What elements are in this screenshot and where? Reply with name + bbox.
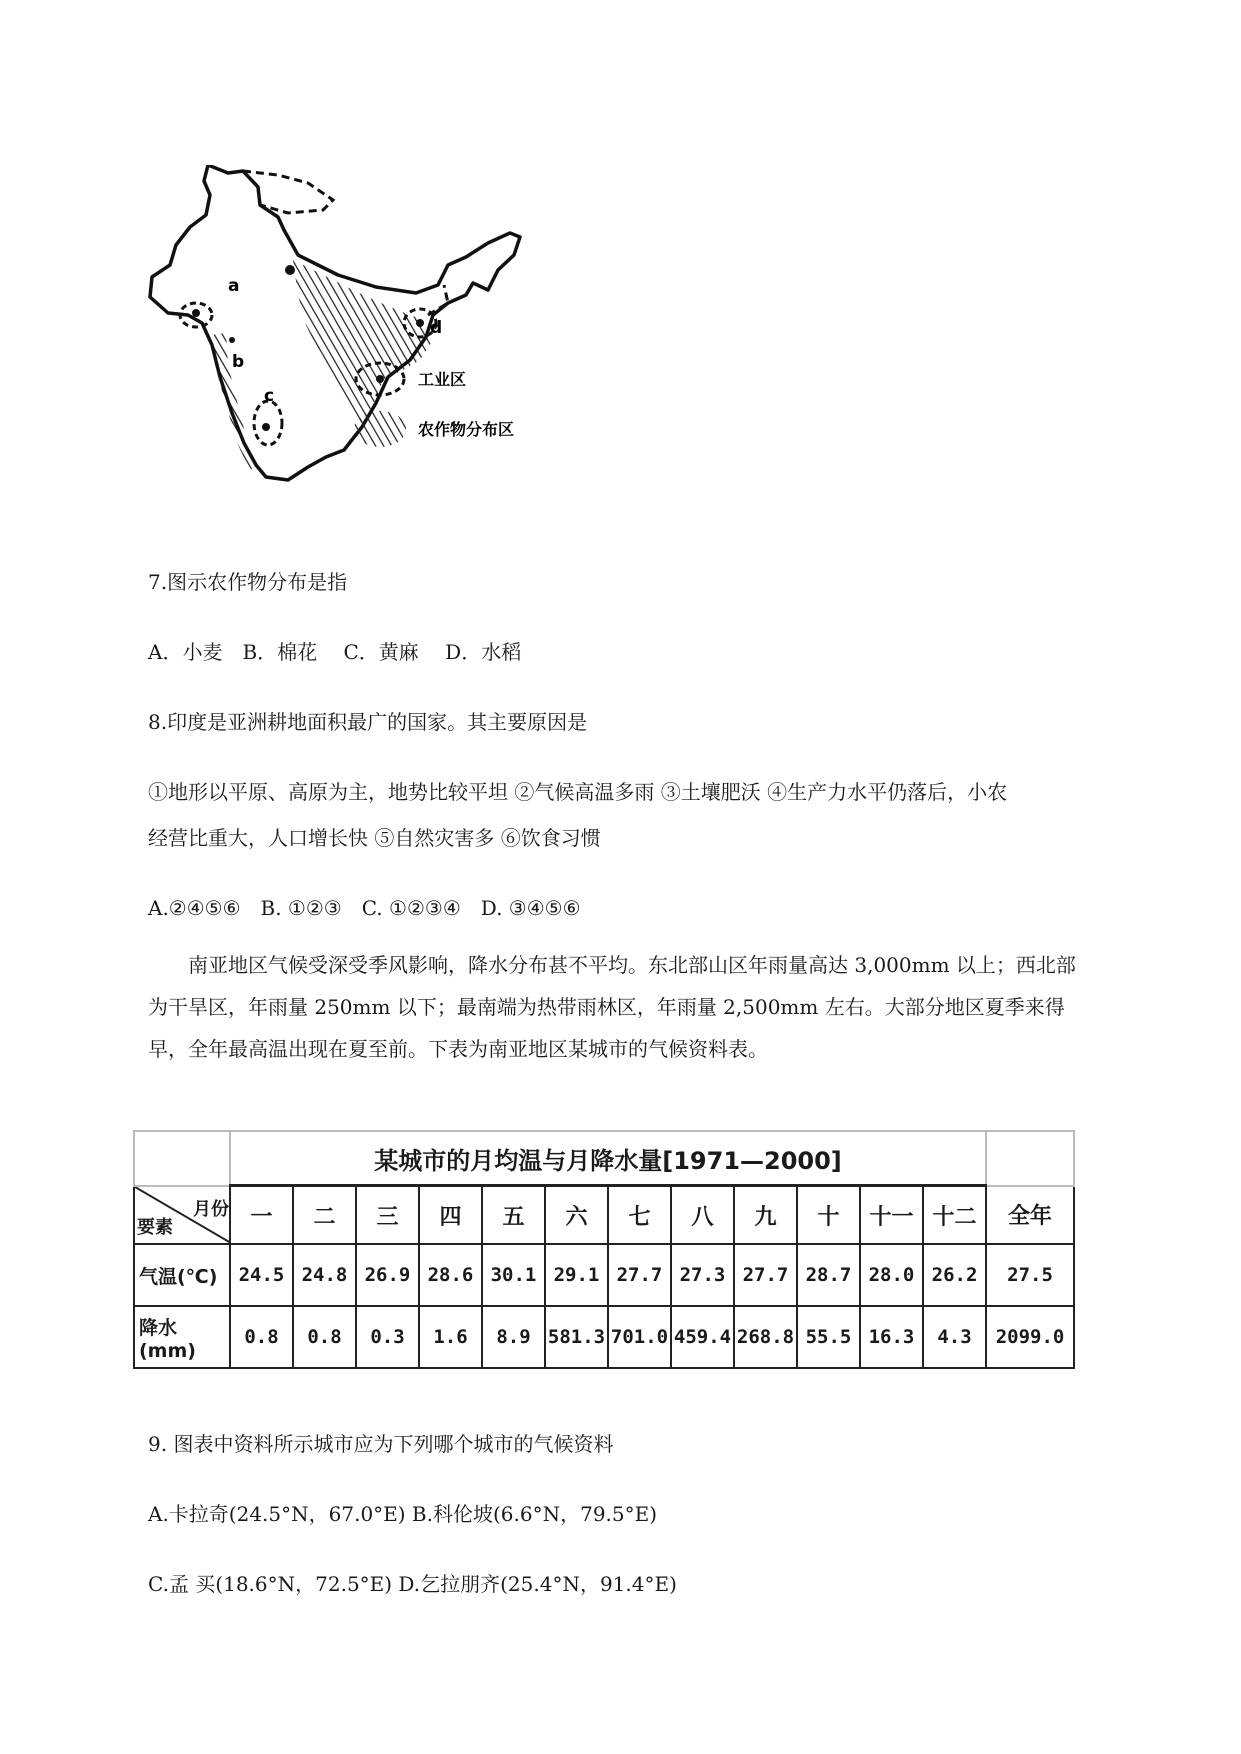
- precip-row-label: 降水(mm): [134, 1306, 230, 1368]
- month-header: 九: [734, 1186, 797, 1245]
- precip-cell: 16.3: [860, 1306, 923, 1368]
- precip-cell: 0.8: [230, 1306, 293, 1368]
- india-map: [148, 165, 608, 520]
- map-label-d: d: [430, 318, 443, 338]
- crop-area-ganges: [293, 260, 433, 425]
- month-header: 八: [671, 1186, 734, 1245]
- industrial-dot-c: [262, 423, 270, 431]
- temp-cell: 27.3: [671, 1244, 734, 1306]
- month-header: 十: [797, 1186, 860, 1245]
- precip-cell: 2099.0: [986, 1306, 1074, 1368]
- question-8-statements-line1: ①地形以平原、高原为主，地势比较平坦 ②气候高温多雨 ③土壤肥沃 ④生产力水平仍落后，小农: [148, 780, 1008, 804]
- temp-cell: 30.1: [482, 1244, 545, 1306]
- table-title-blank-right: [986, 1131, 1074, 1186]
- city-dot: [285, 265, 295, 275]
- legend-industrial-dot: [376, 375, 384, 383]
- month-header: 全年: [986, 1186, 1074, 1245]
- temp-cell: 27.7: [608, 1244, 671, 1306]
- month-header: 一: [230, 1186, 293, 1245]
- table-corner: [134, 1186, 230, 1245]
- question-7-stem: 7.图示农作物分布是指: [148, 570, 348, 594]
- legend-industrial-label: 工业区: [418, 370, 467, 389]
- month-header: 十一: [860, 1186, 923, 1245]
- precip-cell: 1.6: [419, 1306, 482, 1368]
- temp-cell: 27.5: [986, 1244, 1074, 1306]
- temp-cell: 26.9: [356, 1244, 419, 1306]
- legend-crop-symbol: [354, 411, 406, 447]
- climate-table: [133, 1130, 1075, 1369]
- precip-cell: 701.0: [608, 1306, 671, 1368]
- precip-cell: 268.8: [734, 1306, 797, 1368]
- question-8-statements-line2: 经营比重大，人口增长快 ⑤自然灾害多 ⑥饮食习惯: [148, 826, 601, 850]
- temp-cell: 28.6: [419, 1244, 482, 1306]
- precip-cell: 459.4: [671, 1306, 734, 1368]
- temp-cell: 24.8: [293, 1244, 356, 1306]
- industrial-dot-d: [416, 319, 424, 327]
- passage: 南亚地区气候受深受季风影响，降水分布甚不平均。东北部山区年雨量高达 3,000mm 以上；西北部为干旱区，年雨量 250mm 以下；最南端为热带雨林区，年雨量 2,500mm 左右。大部分地区夏季来得早，全年最高温出现在夏至前。下表为南亚地区某城市的气候资料表。: [148, 953, 1076, 1061]
- month-header: 五: [482, 1186, 545, 1245]
- corner-label-element: 要素: [137, 1216, 173, 1238]
- question-7-options: A．小麦 B．棉花 C．黄麻 D．水稻: [148, 640, 522, 664]
- month-header: 四: [419, 1186, 482, 1245]
- month-header: 十二: [923, 1186, 986, 1245]
- temp-cell: 27.7: [734, 1244, 797, 1306]
- map-label-a: a: [228, 276, 240, 296]
- question-8-stem: 8.印度是亚洲耕地面积最广的国家。其主要原因是: [148, 710, 588, 734]
- map-label-b: b: [232, 352, 245, 372]
- month-header: 六: [545, 1186, 608, 1245]
- legend-crop-label: 农作物分布区: [418, 420, 515, 439]
- precip-cell: 0.8: [293, 1306, 356, 1368]
- corner-label-month: 月份: [193, 1198, 229, 1220]
- question-9-options-line2: C.孟 买(18.6°N，72.5°E) D.乞拉朋齐(25.4°N，91.4°E): [148, 1572, 677, 1596]
- precip-cell: 8.9: [482, 1306, 545, 1368]
- precip-cell: 55.5: [797, 1306, 860, 1368]
- month-header: 二: [293, 1186, 356, 1245]
- industrial-area-c: [254, 401, 282, 445]
- temp-row-label: 气温(℃): [134, 1244, 230, 1306]
- temp-cell: 28.7: [797, 1244, 860, 1306]
- temp-cell: 29.1: [545, 1244, 608, 1306]
- precip-cell: 0.3: [356, 1306, 419, 1368]
- question-9-options-line1: A.卡拉奇(24.5°N，67.0°E) B.科伦坡(6.6°N，79.5°E): [148, 1502, 658, 1526]
- table-title-blank: [134, 1131, 230, 1186]
- temp-cell: 26.2: [923, 1244, 986, 1306]
- temp-cell: 24.5: [230, 1244, 293, 1306]
- month-header: 七: [608, 1186, 671, 1245]
- industrial-dot-a: [192, 309, 200, 317]
- map-label-c: c: [264, 386, 275, 406]
- temp-cell: 28.0: [860, 1244, 923, 1306]
- question-8-options: A.②④⑤⑥ B. ①②③ C. ①②③④ D. ③④⑤⑥: [148, 896, 581, 920]
- question-9-stem: 9. 图表中资料所示城市应为下列哪个城市的气候资料: [148, 1432, 614, 1456]
- industrial-dot-b: [229, 337, 235, 343]
- precip-cell: 4.3: [923, 1306, 986, 1368]
- northern-border: [243, 171, 333, 213]
- month-header: 三: [356, 1186, 419, 1245]
- table-title: 某城市的月均温与月降水量[1971—2000]: [230, 1131, 986, 1186]
- precip-cell: 581.3: [545, 1306, 608, 1368]
